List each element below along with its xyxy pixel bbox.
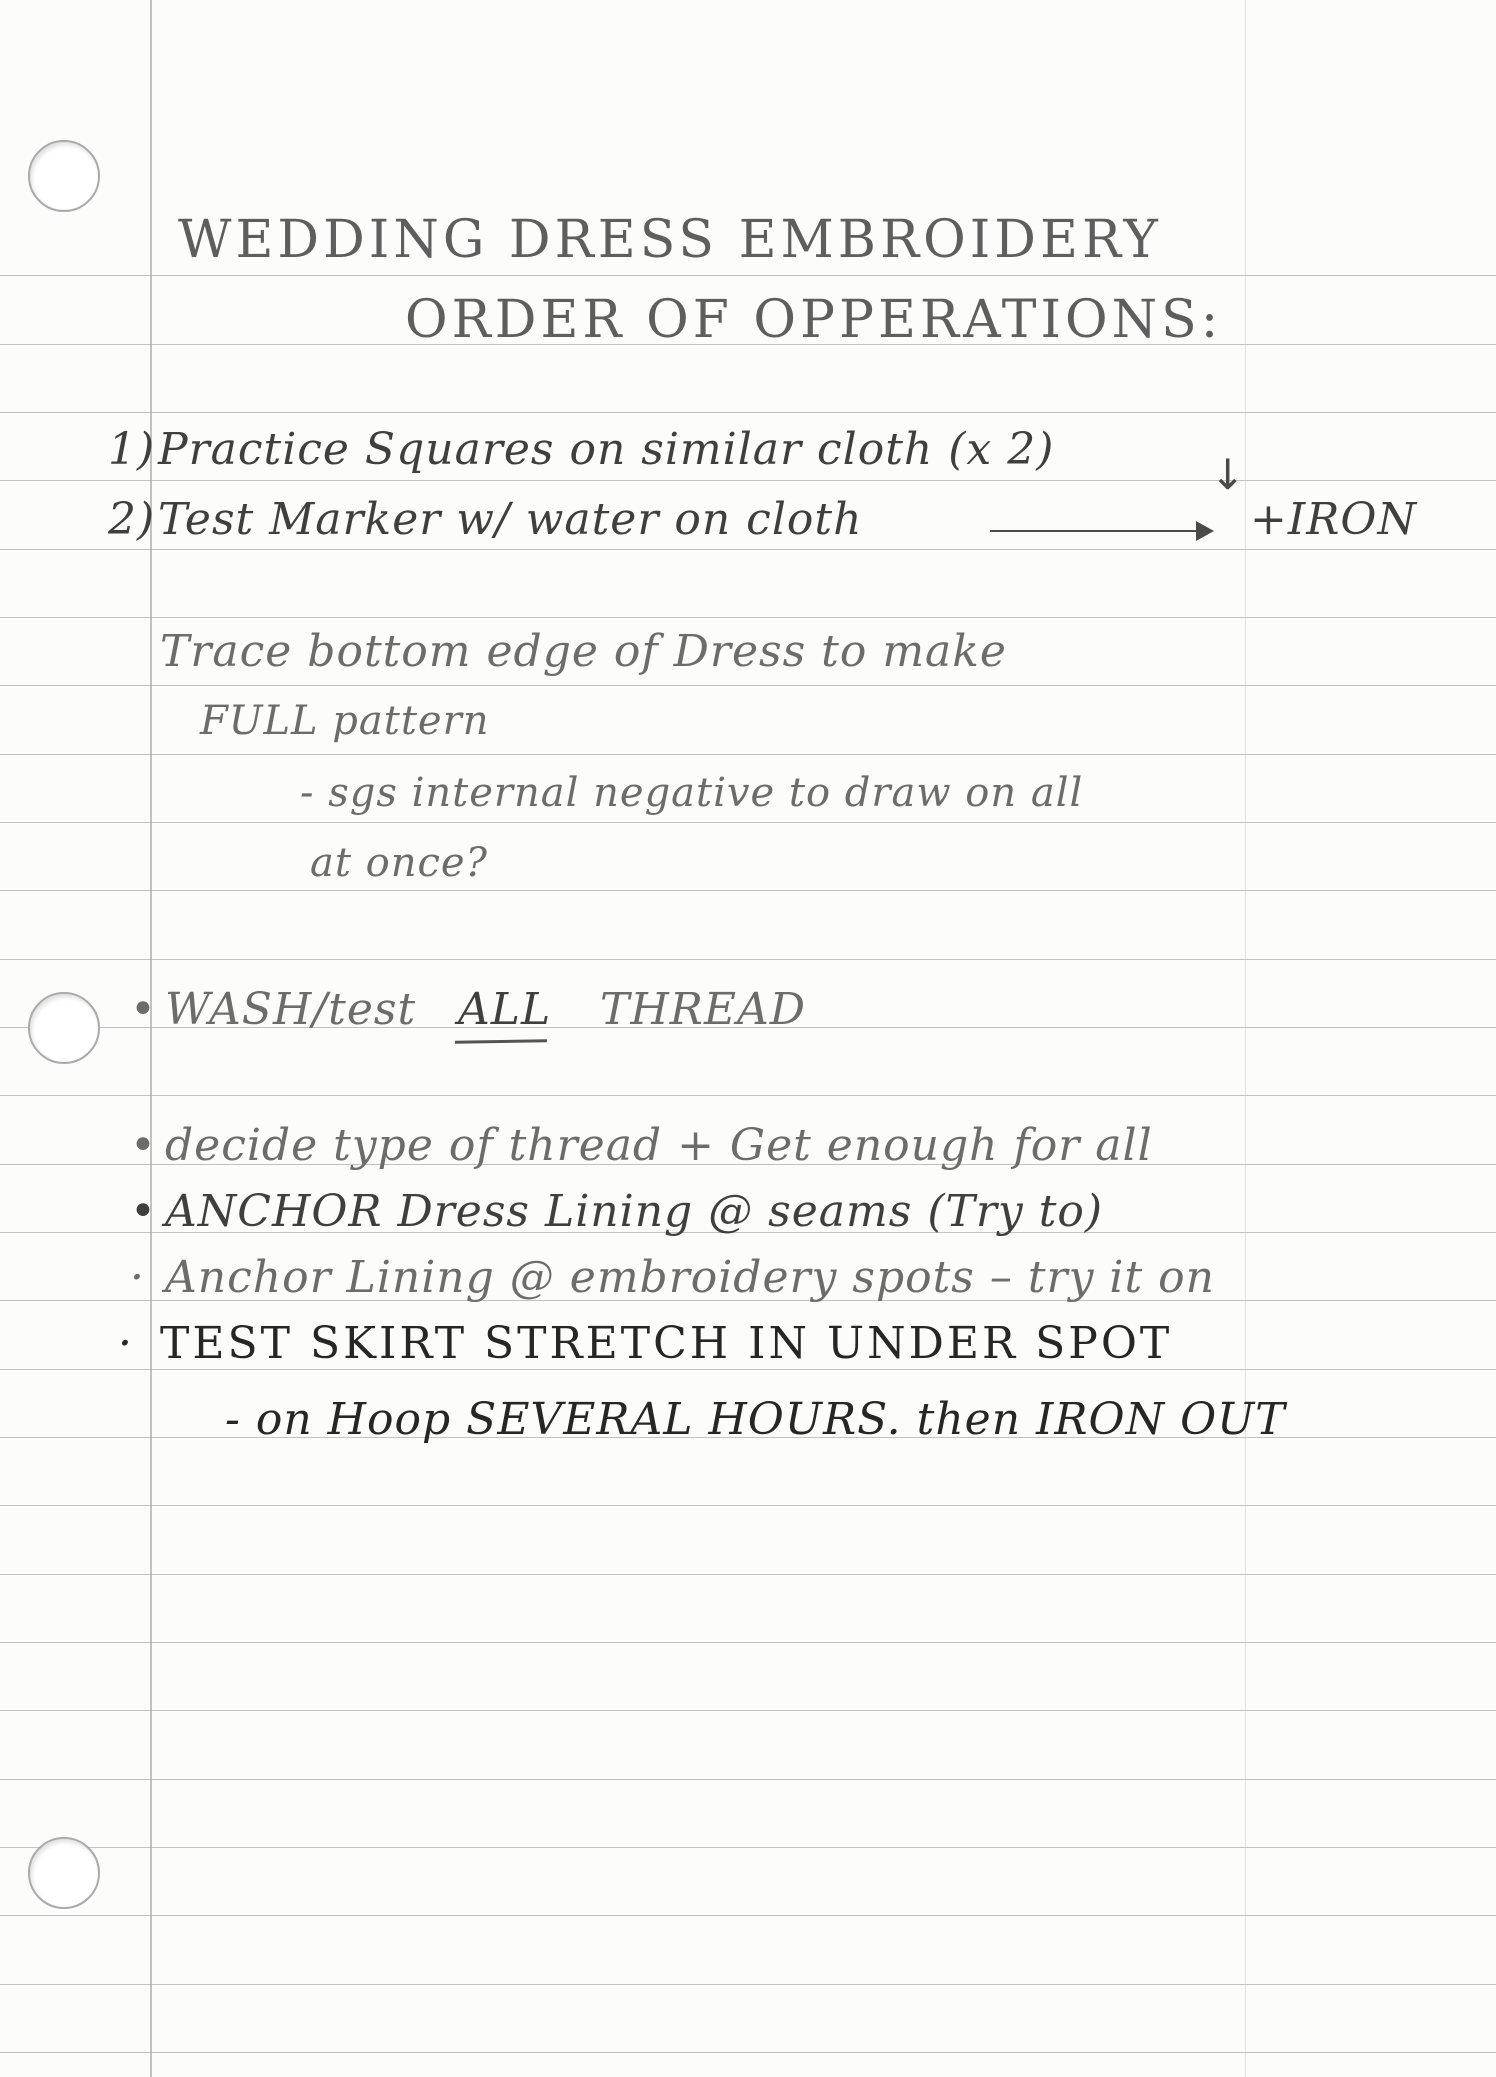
bullet-marker: ·	[118, 1318, 133, 1369]
trace-subnote-1: - sgs internal negative to draw on all	[300, 770, 1084, 816]
left-margin-line	[150, 0, 152, 2077]
bullet-marker: ·	[130, 1252, 145, 1303]
hoop-note: - on Hoop SEVERAL HOURS. then IRON OUT	[225, 1394, 1286, 1445]
punch-hole	[28, 140, 100, 212]
emphasis-underline	[455, 1039, 547, 1044]
title-line-1: WEDDING DRESS EMBROIDERY	[178, 210, 1162, 270]
right-margin-line	[1245, 0, 1246, 2077]
wash-emphasis: ALL	[458, 984, 552, 1035]
step-2-number: 2)	[108, 494, 156, 545]
down-arrow-icon: ↓	[1210, 450, 1246, 499]
trace-line-2: FULL pattern	[200, 698, 490, 744]
step-2-text: Test Marker w/ water on cloth	[158, 494, 863, 545]
step-1-text: Practice Squares on similar cloth (x 2)	[158, 424, 1055, 475]
trace-subnote-2: at once?	[310, 840, 488, 886]
punch-hole	[28, 992, 100, 1064]
iron-note: +IRON	[1250, 494, 1417, 545]
bullet-anchor-lining-spots: Anchor Lining @ embroidery spots – try it on	[165, 1252, 1215, 1303]
bullet-thread-type: decide type of thread + Get enough for all	[165, 1120, 1153, 1171]
trace-line-1: Trace bottom edge of Dress to make	[160, 626, 1007, 677]
bullet-marker: •	[130, 1120, 157, 1171]
bullet-test-skirt-stretch: TEST SKIRT STRETCH IN UNDER SPOT	[160, 1318, 1173, 1369]
wash-bullet: •	[130, 984, 157, 1035]
wash-text: WASH/test	[165, 984, 417, 1035]
step-1-number: 1)	[108, 424, 156, 475]
punch-hole	[28, 1837, 100, 1909]
title-line-2: ORDER OF OPPERATIONS:	[405, 290, 1223, 350]
right-arrow-icon	[990, 530, 1210, 532]
bullet-anchor-lining-seams: ANCHOR Dress Lining @ seams (Try to)	[165, 1186, 1104, 1237]
bullet-marker: •	[130, 1186, 157, 1237]
wash-thread: THREAD	[600, 984, 807, 1035]
